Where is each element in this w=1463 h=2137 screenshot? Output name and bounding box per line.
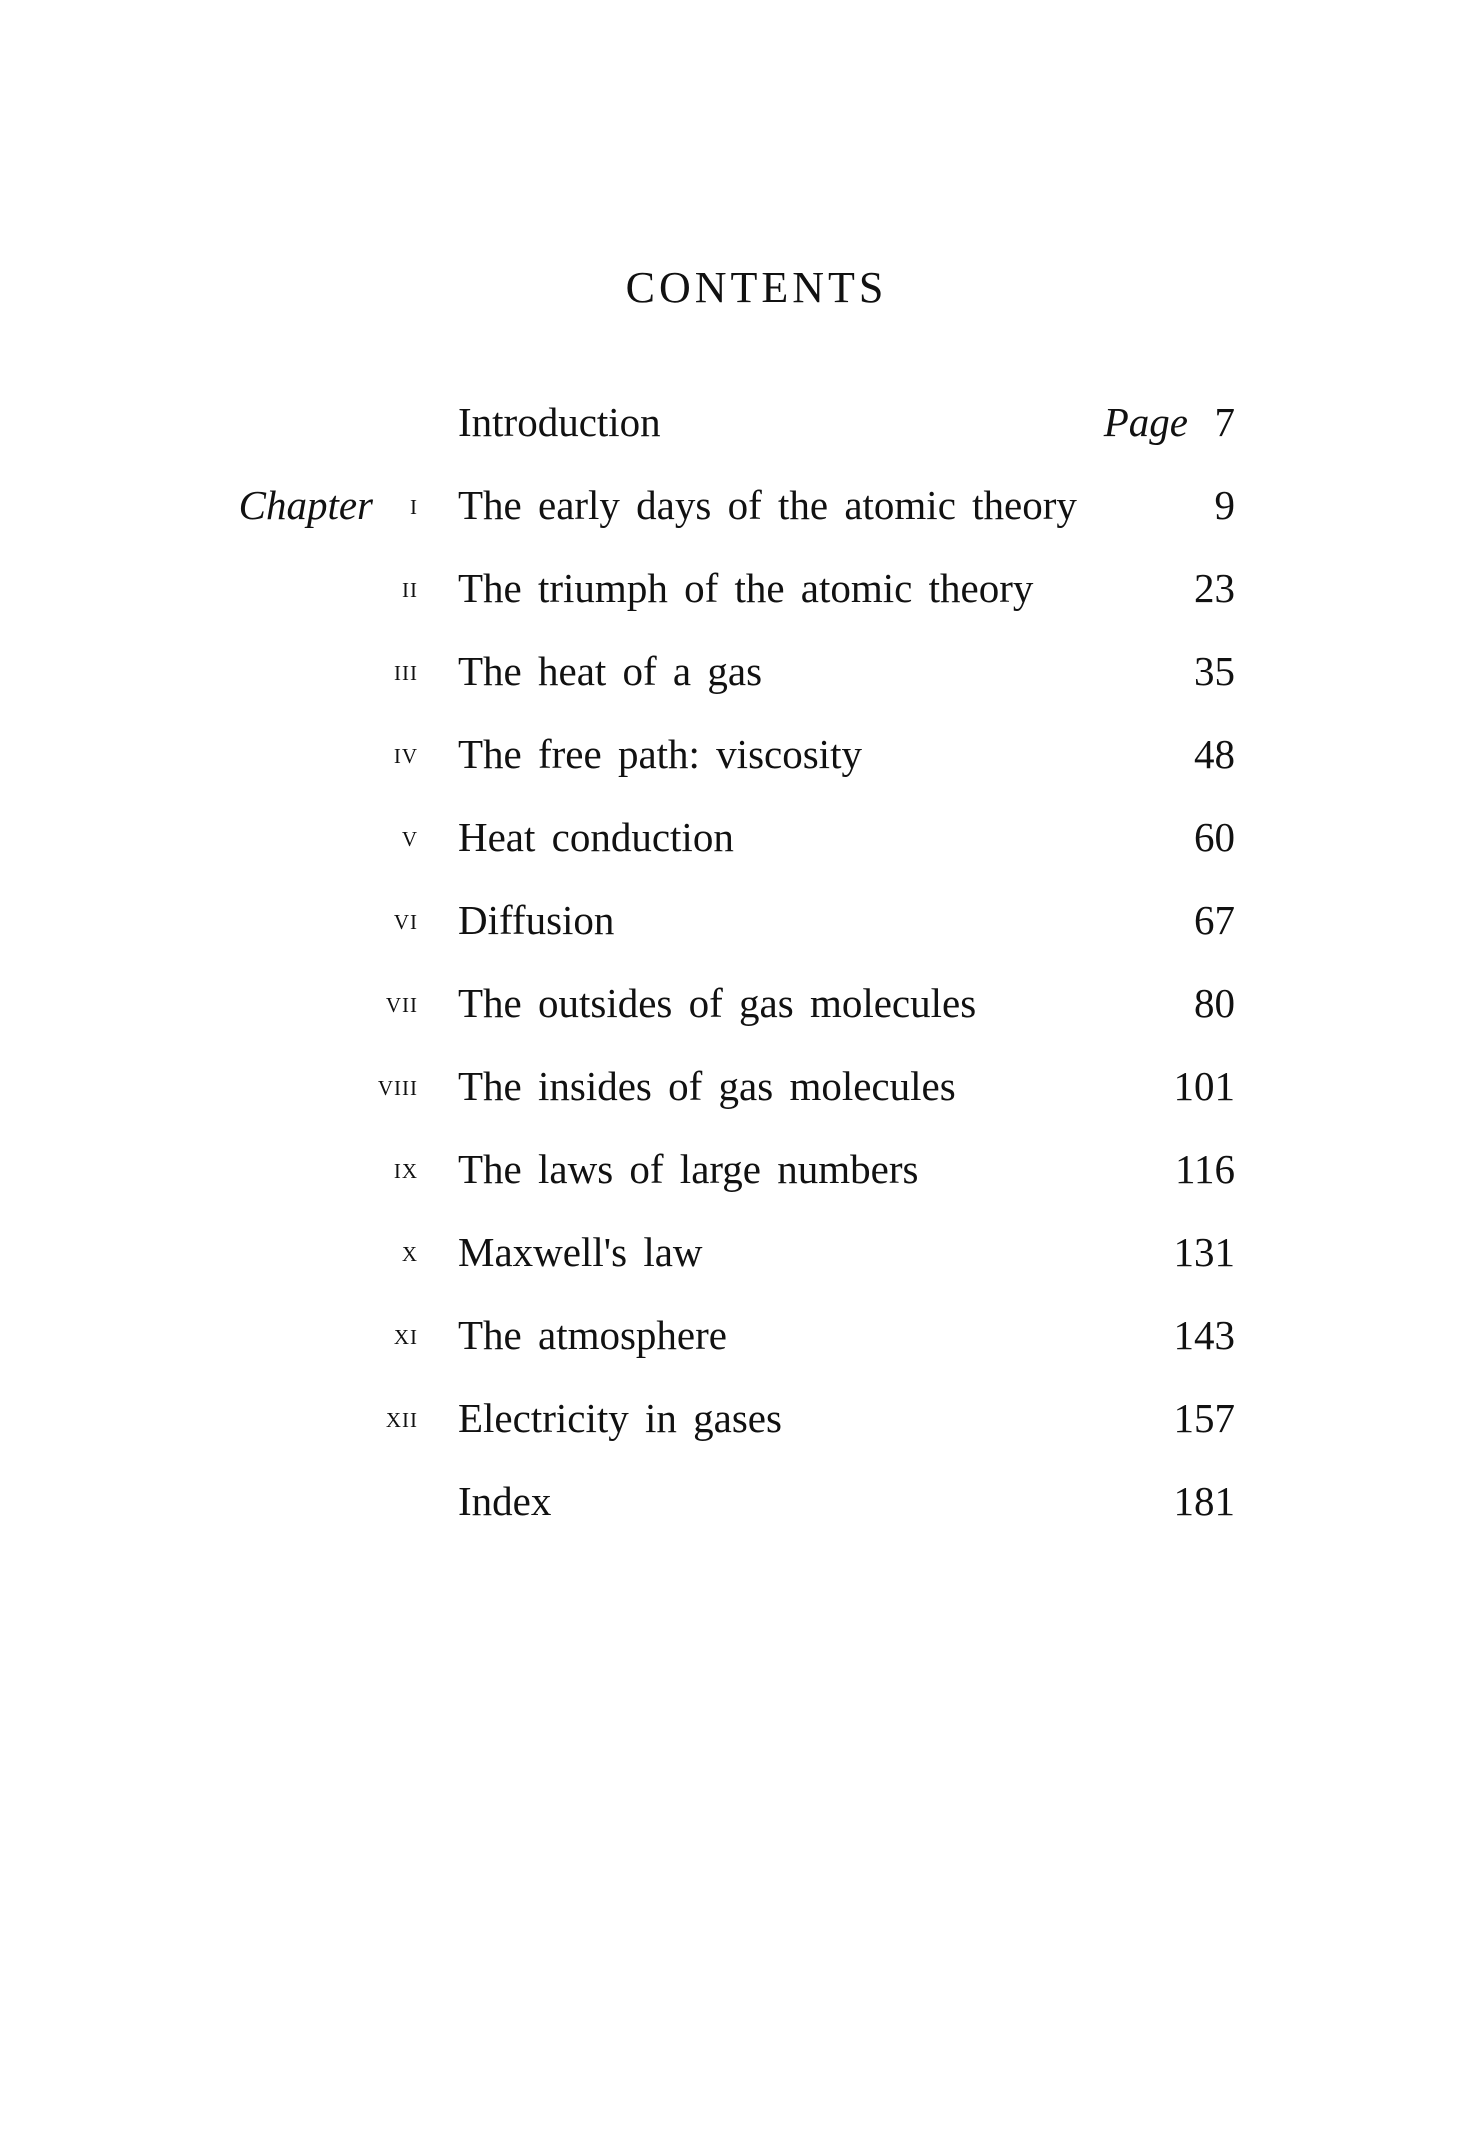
table-of-contents xyxy=(0,380,1463,1542)
chapter-number: ix xyxy=(393,1152,418,1185)
toc-row-introduction xyxy=(0,380,1463,463)
chapter-number: i xyxy=(410,488,418,521)
page-title: CONTENTS xyxy=(625,263,888,312)
toc-row-chapter-1 xyxy=(0,463,1463,546)
toc-entry-title: The free path: viscosity xyxy=(458,731,862,777)
toc-entry-page: 116 xyxy=(1175,1146,1235,1192)
toc-entry-page: 67 xyxy=(1194,897,1235,943)
toc-row-chapter-6 xyxy=(0,878,1463,961)
toc-entry-page: 23 xyxy=(1194,565,1235,611)
toc-entry-page: 131 xyxy=(1173,1229,1235,1275)
toc-entry-title: The heat of a gas xyxy=(458,648,763,694)
toc-row-chapter-8 xyxy=(0,1044,1463,1127)
toc-entry-page: 7 xyxy=(1214,399,1235,445)
toc-row-chapter-9 xyxy=(0,1127,1463,1210)
page-column-label: Page xyxy=(1103,399,1188,445)
toc-entry-title: Maxwell's law xyxy=(458,1229,703,1275)
toc-entry-title: Diffusion xyxy=(458,897,615,943)
toc-entry-title: The laws of large numbers xyxy=(458,1146,919,1192)
toc-entry-title: The triumph of the atomic theory xyxy=(458,565,1034,611)
toc-entry-title: Index xyxy=(458,1478,552,1524)
chapter-number: vii xyxy=(385,986,418,1019)
toc-row-chapter-4 xyxy=(0,712,1463,795)
toc-entry-page: 143 xyxy=(1173,1312,1235,1358)
toc-entry-page: 48 xyxy=(1194,731,1235,777)
chapter-number: xii xyxy=(385,1401,418,1434)
toc-row-chapter-5 xyxy=(0,795,1463,878)
chapter-number: viii xyxy=(377,1069,418,1102)
chapter-number: iv xyxy=(393,737,418,770)
chapter-number: x xyxy=(401,1235,418,1268)
toc-row-chapter-10 xyxy=(0,1210,1463,1293)
toc-entry-page: 35 xyxy=(1194,648,1235,694)
toc-entry-title: Introduction xyxy=(458,399,661,445)
chapter-number: v xyxy=(401,820,418,853)
toc-entry-page: 157 xyxy=(1173,1395,1235,1441)
chapter-number: ii xyxy=(402,571,418,604)
toc-entry-title: Electricity in gases xyxy=(458,1395,782,1441)
chapter-number: iii xyxy=(394,654,418,687)
toc-entry-page: 60 xyxy=(1194,814,1235,860)
toc-entry-page: 101 xyxy=(1173,1063,1235,1109)
chapter-number: xi xyxy=(393,1318,418,1351)
toc-row-chapter-12 xyxy=(0,1376,1463,1459)
toc-entry-title: Heat conduction xyxy=(458,814,734,860)
toc-entry-page: 9 xyxy=(1214,482,1235,528)
toc-entry-page: 181 xyxy=(1173,1478,1235,1524)
toc-row-index xyxy=(0,1459,1463,1542)
toc-entry-title: The atmosphere xyxy=(458,1312,727,1358)
toc-row-chapter-7 xyxy=(0,961,1463,1044)
toc-entry-title: The outsides of gas molecules xyxy=(458,980,977,1026)
toc-row-chapter-11 xyxy=(0,1293,1463,1376)
toc-entry-page: 80 xyxy=(1194,980,1235,1026)
chapter-number: vi xyxy=(393,903,418,936)
toc-row-chapter-3 xyxy=(0,629,1463,712)
chapter-column-label: Chapter xyxy=(238,482,373,528)
toc-entry-title: The early days of the atomic theory xyxy=(458,482,1077,528)
toc-row-chapter-2 xyxy=(0,546,1463,629)
toc-entry-title: The insides of gas molecules xyxy=(458,1063,956,1109)
